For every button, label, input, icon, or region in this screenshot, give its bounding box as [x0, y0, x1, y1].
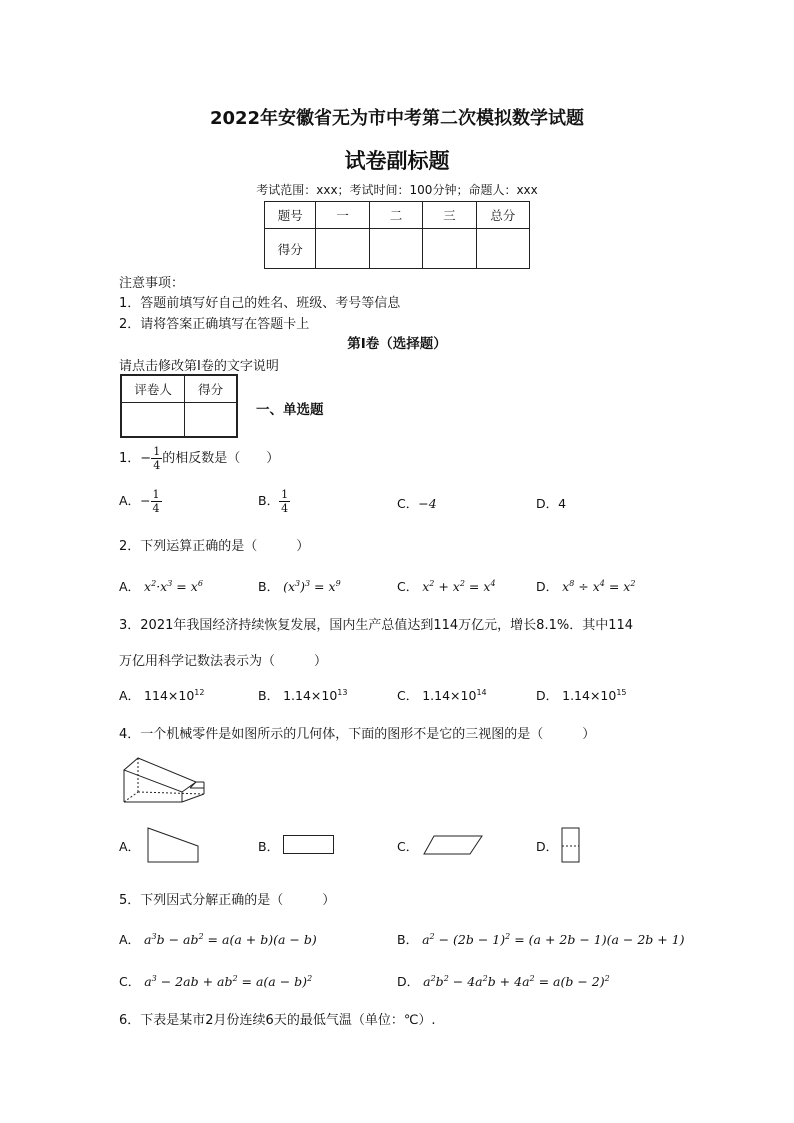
- question-1: [119, 445, 279, 472]
- q1-option-b[interactable]: [258, 488, 290, 515]
- fraction: [279, 488, 290, 515]
- exam-title: 2022年安徽省无为市中考第二次模拟数学试题: [209, 108, 585, 129]
- q5-option-c[interactable]: C． $a^3 - 2ab + ab^2 = a(a - b)^2$: [119, 973, 313, 989]
- rectangle-shape: [282, 834, 336, 856]
- score-cell[interactable]: [316, 229, 369, 269]
- option-label: B．: [258, 839, 280, 854]
- q2-option-b[interactable]: B． $(x^3)^3 = x^9$: [258, 578, 341, 594]
- q1-option-d[interactable]: [536, 494, 566, 512]
- option-label: C．: [119, 974, 141, 989]
- notes-item: 2．请将答案正确填写在答题卡上: [119, 317, 310, 332]
- exam-subtitle: 试卷副标题: [344, 149, 450, 173]
- option-value: 114×10: [144, 688, 195, 703]
- score-header-part3: 三: [423, 202, 476, 229]
- numerator: 1: [152, 488, 160, 501]
- q2-option-d[interactable]: D． $x^8 \div x^4 = x^2$: [536, 578, 636, 594]
- option-label: D．: [536, 579, 559, 594]
- option-label: C．: [397, 579, 419, 594]
- numerator: 1: [153, 445, 161, 458]
- option-value: 1.14×10: [283, 688, 338, 703]
- option-label: A．: [119, 493, 141, 508]
- q4-option-a[interactable]: [119, 837, 140, 855]
- question-5: 5．下列因式分解正确的是（ ）: [119, 893, 336, 908]
- option-label: D．: [397, 974, 420, 989]
- grader-cell[interactable]: [121, 402, 185, 437]
- option-label: C．: [397, 688, 419, 703]
- part1-instruction[interactable]: 请点击修改第I卷的文字说明: [119, 359, 279, 374]
- notes-heading: 注意事项：: [119, 276, 185, 291]
- exponent: 12: [194, 687, 205, 697]
- option-label: B．: [258, 493, 280, 508]
- question-stem: 的相反数是（ ）: [162, 451, 280, 466]
- score-table: [264, 201, 530, 269]
- q1-option-a[interactable]: [119, 488, 162, 515]
- denominator: 4: [153, 459, 161, 472]
- score-row-label: 得分: [265, 229, 316, 269]
- score-header-number: 题号: [265, 202, 316, 229]
- option-label: C．: [397, 496, 419, 511]
- question-3-line2: 万亿用科学记数法表示为（ ）: [119, 654, 328, 669]
- option-label: D．: [536, 496, 559, 511]
- option-label: B．: [258, 688, 280, 703]
- option-label: D．: [536, 839, 559, 854]
- q3-option-c[interactable]: [397, 686, 487, 704]
- option-label: B．: [258, 579, 280, 594]
- notes-item: 1．答题前填写好自己的姓名、班级、考号等信息: [119, 296, 401, 311]
- option-label: A．: [119, 839, 141, 854]
- option-label: A．: [119, 932, 141, 947]
- q3-option-d[interactable]: [536, 686, 627, 704]
- question-3-line1: 3．2021年我国经济持续恢复发展，国内生产总值达到114万亿元，增长8.1%．其中114: [119, 618, 634, 633]
- q2-option-a[interactable]: A． $x^2\cdot x^3 = x^6$: [119, 578, 203, 594]
- question-6: 6．下表是某市2月份连续6天的最低气温（单位：℃）.: [119, 1013, 436, 1028]
- option-value: 1.14×10: [562, 688, 617, 703]
- denominator: 4: [281, 502, 289, 515]
- question-2: 2．下列运算正确的是（ ）: [119, 539, 310, 554]
- score-header-total: 总分: [476, 202, 529, 229]
- option-value: −4: [418, 496, 437, 511]
- q3-option-b[interactable]: [258, 686, 347, 704]
- option-label: A．: [119, 579, 141, 594]
- numerator: 1: [281, 488, 289, 501]
- q4-option-d[interactable]: [536, 837, 558, 855]
- question-4: 4．一个机械零件是如图所示的几何体，下面的图形不是它的三视图的是（ ）: [119, 727, 596, 742]
- q4-option-c[interactable]: [397, 837, 418, 855]
- solid-figure-diagram: [118, 756, 210, 806]
- narrow-rectangle-shape: [560, 826, 582, 864]
- exam-info: 考试范围：xxx；考试时间：100分钟；命题人：xxx: [256, 183, 538, 197]
- score-cell[interactable]: [369, 229, 422, 269]
- exponent: 15: [616, 687, 627, 697]
- minus-sign: −: [140, 451, 152, 466]
- grader-table: [120, 374, 238, 438]
- option-value: 1.14×10: [422, 688, 477, 703]
- question-number: 1．: [119, 451, 141, 466]
- option-label: D．: [536, 688, 559, 703]
- fraction: [151, 445, 162, 472]
- section-title: 一、单选题: [256, 402, 324, 418]
- score-header-part2: 二: [369, 202, 422, 229]
- option-label: C．: [397, 839, 419, 854]
- option-label: B．: [397, 932, 419, 947]
- grader-cell[interactable]: [185, 402, 237, 437]
- q5-option-b[interactable]: B． $a^2 - (2b - 1)^2 = (a + 2b - 1)(a - 2b + 1)$: [397, 931, 685, 947]
- score-cell[interactable]: [476, 229, 529, 269]
- trapezoid-shape: [146, 826, 200, 864]
- q3-option-a[interactable]: [119, 686, 204, 704]
- grader-header: 评卷人: [121, 375, 185, 402]
- minus-sign: −: [140, 493, 151, 508]
- q4-option-b[interactable]: [258, 837, 279, 855]
- denominator: 4: [152, 502, 160, 515]
- parallelogram-shape: [422, 834, 484, 856]
- score-header-part1: 一: [316, 202, 369, 229]
- part1-title: 第I卷（选择题）: [347, 336, 447, 352]
- exponent: 13: [337, 687, 348, 697]
- exponent: 14: [476, 687, 487, 697]
- fraction: [151, 488, 162, 515]
- q5-option-a[interactable]: A． $a^3b - ab^2 = a(a + b)(a - b)$: [119, 931, 317, 947]
- grader-score-header: 得分: [185, 375, 237, 402]
- option-value: 4: [558, 496, 567, 511]
- score-cell[interactable]: [423, 229, 476, 269]
- q1-option-c[interactable]: [397, 494, 437, 512]
- option-label: A．: [119, 688, 141, 703]
- q2-option-c[interactable]: C． $x^2 + x^2 = x^4$: [397, 578, 496, 594]
- q5-option-d[interactable]: D． $a^2b^2 - 4a^2b + 4a^2 = a(b - 2)^2$: [397, 973, 610, 989]
